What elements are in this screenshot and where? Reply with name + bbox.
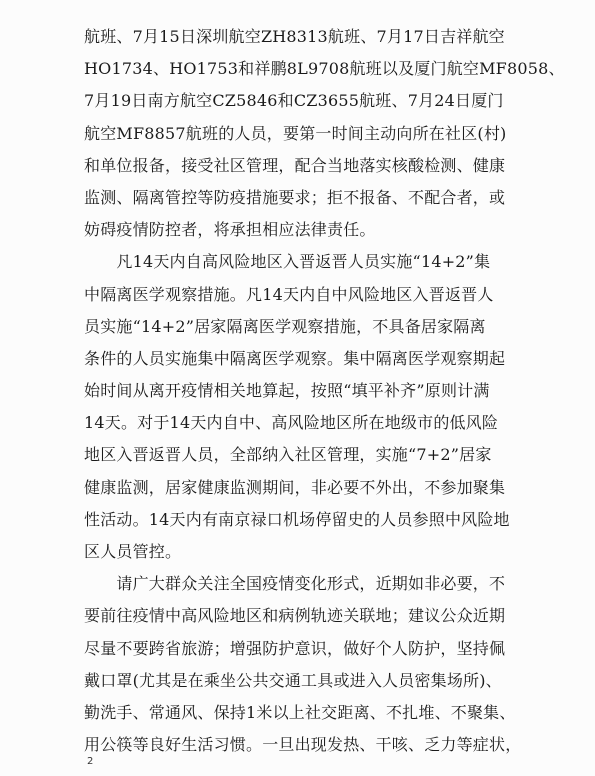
text-line: 健康监测，居家健康监测期间，非必要不外出，不参加聚集: [84, 477, 506, 497]
text-line: 条件的人员实施集中隔离医学观察。集中隔离医学观察期起: [84, 348, 506, 368]
text-line: 性活动。14天内有南京禄口机场停留史的人员参照中风险地: [84, 509, 510, 529]
text-line: 尽量不要跨省旅游；增强防护意识，做好个人防护，坚持佩: [84, 638, 506, 658]
text-line: 和单位报备，接受社区管理，配合当地落实核酸检测、健康: [84, 155, 506, 175]
text-line: 凡14天内自高风险地区入晋返晋人员实施“14+2”集: [84, 252, 491, 272]
text-line: 用公筷等良好生活习惯。一旦出现发热、干咳、乏力等症状，: [84, 735, 522, 755]
text-line: 始时间从离开疫情相关地算起，按照“填平补齐”原则计满: [84, 381, 490, 401]
text-line: 监测、隔离管控等防疫措施要求；拒不报备、不配合者，或: [84, 187, 506, 207]
text-line: 7月19日南方航空CZ5846和CZ3655航班、7月24日厦门: [84, 91, 504, 111]
document-body: [84, 21, 565, 761]
text-line: 航班、7月15日深圳航空ZH8313航班、7月17日吉祥航空: [84, 27, 505, 46]
text-line: 14天。对于14天内自中、高风险地区所在地级市的低风险: [84, 413, 499, 433]
text-line: HO1734、HO1753和祥鹏8L9708航班以及厦门航空MF8058、: [84, 59, 565, 79]
text-line: 戴口罩(尤其是在乘坐公共交通工具或进入人员密集场所)、: [84, 670, 502, 690]
text-line: 地区入晋返晋人员，全部纳入社区管理，实施“7+2”居家: [84, 445, 492, 465]
text-line: 员实施“14+2”居家隔离医学观察措施，不具备居家隔离: [84, 316, 486, 336]
text-line: 请广大群众关注全国疫情变化形式，近期如非必要，不: [84, 574, 506, 594]
text-line: 区人员管控。: [84, 542, 182, 561]
page-number: 2: [87, 756, 94, 767]
text-line: 勤洗手、常通风、保持1米以上社交距离、不扎堆、不聚集、: [84, 702, 516, 722]
text-line: 妨碍疫情防控者，将承担相应法律责任。: [84, 220, 376, 240]
text-line: 航空MF8857航班的人员，要第一时间主动向所在社区(村): [84, 123, 507, 143]
text-line: 中隔离医学观察措施。凡14天内自中风险地区入晋返晋人: [84, 284, 494, 304]
text-line: 要前往疫情中高风险地区和病例轨迹关联地；建议公众近期: [84, 606, 506, 626]
